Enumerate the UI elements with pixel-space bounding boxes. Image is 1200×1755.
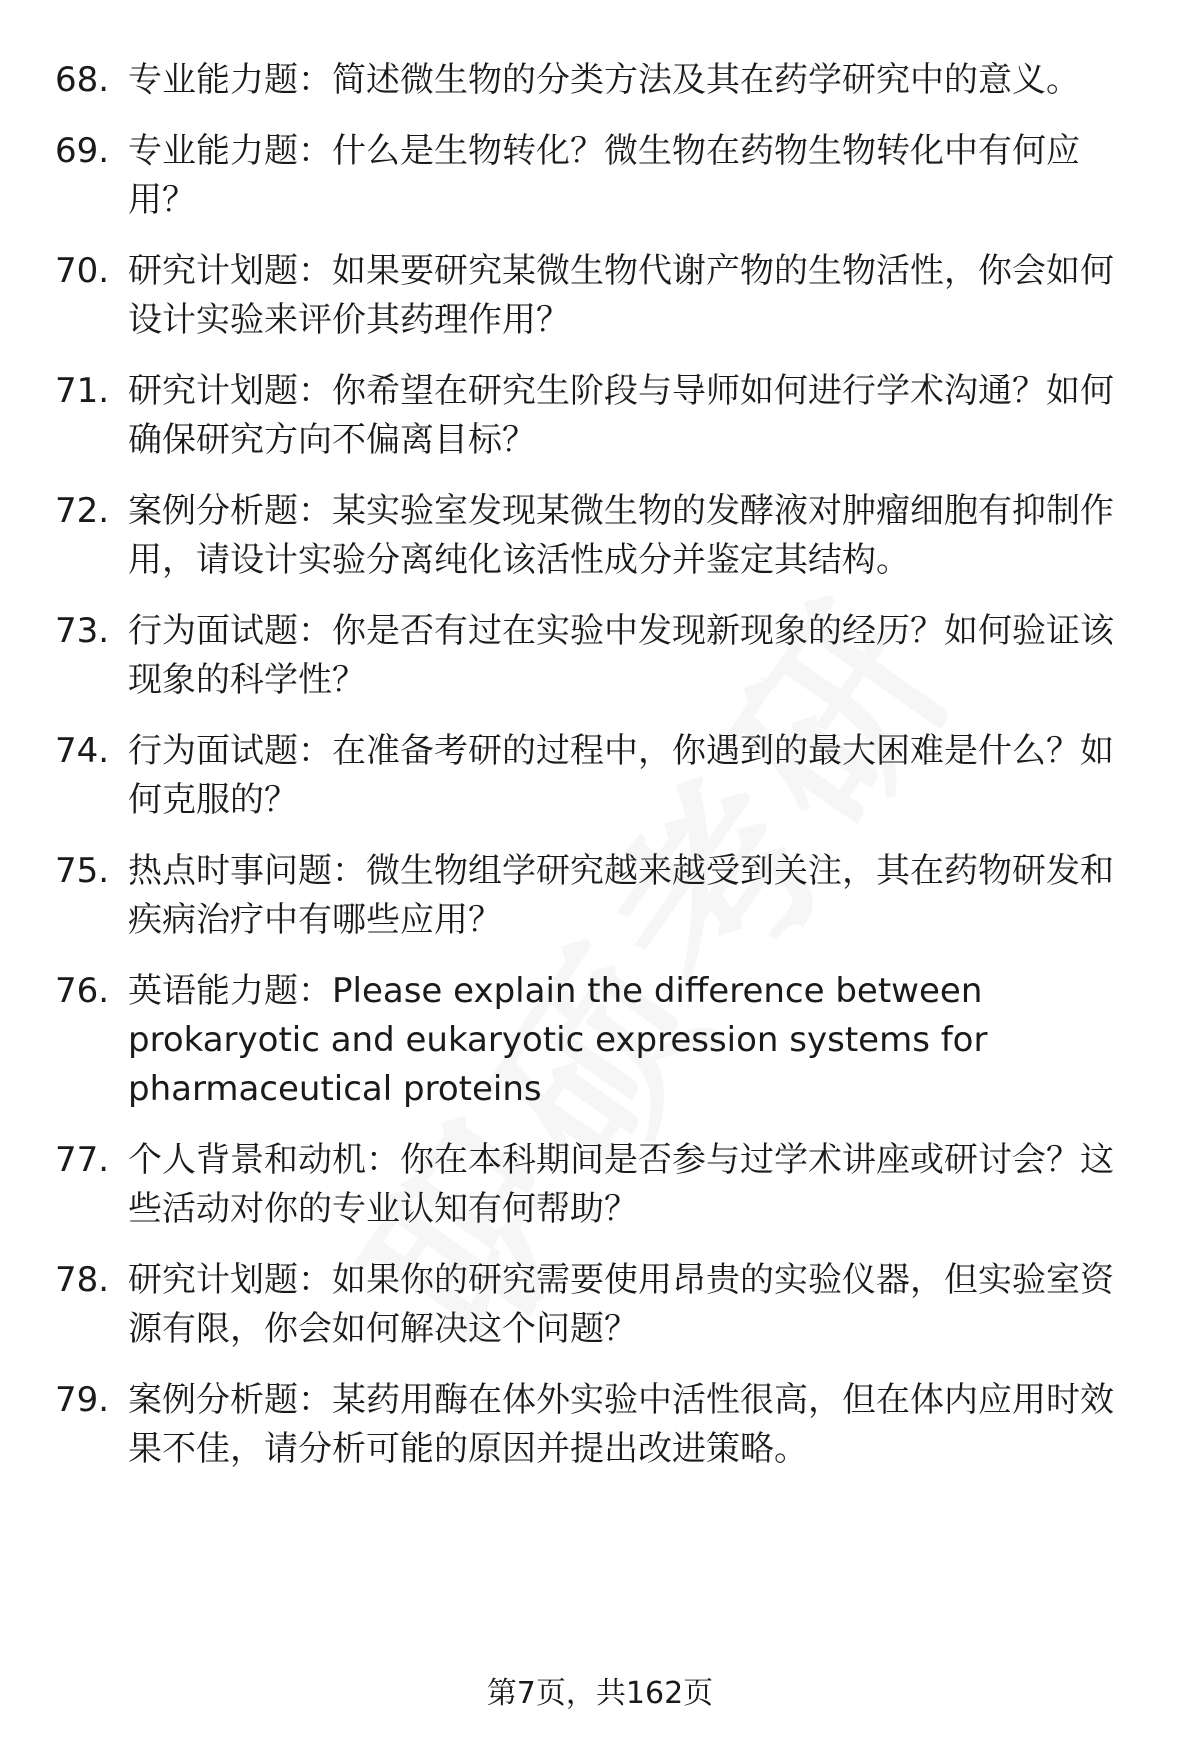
question-number: 77. (55, 1140, 110, 1180)
question-item (0, 367, 1200, 465)
question-number: 76. (55, 971, 110, 1011)
question-text: 专业能力题：什么是生物转化？微生物在药物生物转化中有何应用？ (128, 131, 1080, 220)
question-text: 行为面试题：在准备考研的过程中，你遇到的最大困难是什么？如何克服的？ (128, 731, 1114, 820)
question-text: 英语能力题：Please explain the difference between prokaryotic and eukaryotic expression systems for pharmaceutical proteins (128, 971, 988, 1109)
question-number: 72. (55, 491, 110, 531)
question-number: 74. (55, 731, 110, 771)
question-number: 71. (55, 371, 110, 411)
page-footer: 第7页，共162页 (486, 1676, 714, 1711)
question-item (0, 56, 1200, 105)
question-number: 68. (55, 60, 110, 100)
question-text: 研究计划题：你希望在研究生阶段与导师如何进行学术沟通？如何确保研究方向不偏离目标？ (128, 371, 1114, 460)
question-item (0, 1256, 1200, 1354)
question-item (0, 127, 1200, 225)
question-item (0, 487, 1200, 585)
question-text: 热点时事问题：微生物组学研究越来越受到关注，其在药物研发和疾病治疗中有哪些应用？ (128, 851, 1114, 940)
question-text: 个人背景和动机：你在本科期间是否参与过学术讲座或研讨会？这些活动对你的专业认知有何帮助？ (128, 1140, 1114, 1229)
question-text: 专业能力题：简述微生物的分类方法及其在药学研究中的意义。 (128, 60, 1080, 100)
question-item (0, 607, 1200, 705)
question-number: 75. (55, 851, 110, 891)
question-text: 案例分析题：某实验室发现某微生物的发酵液对肿瘤细胞有抑制作用，请设计实验分离纯化该活性成分并鉴定其结构。 (128, 491, 1114, 580)
question-text: 案例分析题：某药用酶在体外实验中活性很高，但在体内应用时效果不佳，请分析可能的原因并提出改进策略。 (128, 1380, 1114, 1469)
question-list (0, 56, 1200, 1496)
question-text: 研究计划题：如果你的研究需要使用昂贵的实验仪器，但实验室资源有限，你会如何解决这个问题？ (128, 1260, 1114, 1349)
question-item (0, 847, 1200, 945)
question-number: 73. (55, 611, 110, 651)
question-number: 79. (55, 1380, 110, 1420)
question-text: 研究计划题：如果要研究某微生物代谢产物的生物活性，你会如何设计实验来评价其药理作用？ (128, 251, 1114, 340)
question-item (0, 967, 1200, 1114)
question-text: 行为面试题：你是否有过在实验中发现新现象的经历？如何验证该现象的科学性？ (128, 611, 1114, 700)
question-item (0, 727, 1200, 825)
question-item (0, 1376, 1200, 1474)
question-number: 69. (55, 131, 110, 171)
question-item (0, 247, 1200, 345)
question-number: 78. (55, 1260, 110, 1300)
question-item (0, 1136, 1200, 1234)
question-number: 70. (55, 251, 110, 291)
